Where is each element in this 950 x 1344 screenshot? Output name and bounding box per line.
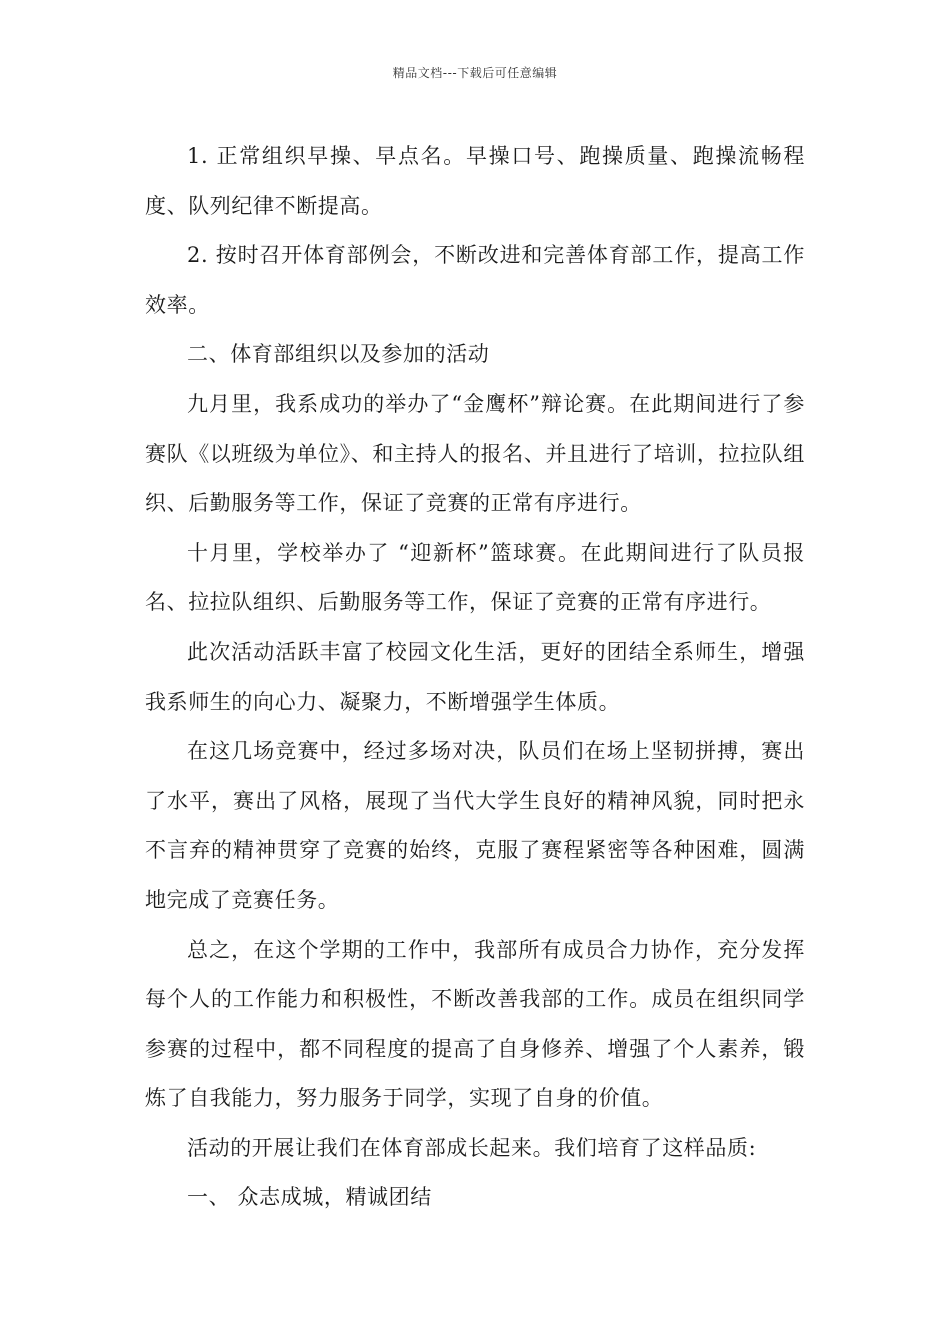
paragraph-october-basketball: 十月里，学校举办了 “迎新杯”篮球赛。在此期间进行了队员报名、拉拉队组织、后勤服务等工作，保证了竞赛的正常有序进行。 [145, 540, 805, 615]
page-header: 精品文档---下载后可任意编辑 [392, 66, 558, 80]
document-body [145, 132, 805, 1223]
list-item-unity: 一、 众志成城，精诚团结 [187, 1185, 432, 1210]
paragraph-qualities-intro: 活动的开展让我们在体育部成长起来。我们培育了这样品质: [187, 1135, 757, 1160]
paragraph-september-debate: 九月里，我系成功的举办了“金鹰杯”辩论赛。在此期间进行了参赛队《以班级为单位》、和主持人的报名、并且进行了培训，拉拉队组织、后勤服务等工作，保证了竞赛的正常有序进行。 [145, 391, 805, 516]
paragraph-summary: 总之，在这个学期的工作中，我部所有成员合力协作，充分发挥每个人的工作能力和积极性，不断改善我部的工作。成员在组织同学参赛的过程中，都不同程度的提高了自身修养、增强了个人素养，锻炼了自我能力，努力服务于同学，实现了自身的价值。 [145, 937, 805, 1111]
paragraph-competition-results: 在这几场竞赛中，经过多场对决，队员们在场上坚韧拼搏，赛出了水平，赛出了风格，展现了当代大学生良好的精神风貌，同时把永不言弃的精神贯穿了竞赛的始终，克服了赛程紧密等各种困难，圆满地完成了竞赛任务。 [145, 739, 805, 912]
paragraph-weekly-meeting: 2. 按时召开体育部例会，不断改进和完善体育部工作，提高工作效率。 [145, 243, 805, 317]
paragraph-morning-exercise: 1. 正常组织早操、早点名。早操口号、跑操质量、跑操流畅程度、队列纪律不断提高。 [145, 144, 805, 218]
paragraph-campus-culture: 此次活动活跃丰富了校园文化生活，更好的团结全系师生，增强我系师生的向心力、凝聚力，不断增强学生体质。 [145, 639, 805, 714]
section-heading-activities: 二、体育部组织以及参加的活动 [187, 342, 490, 367]
